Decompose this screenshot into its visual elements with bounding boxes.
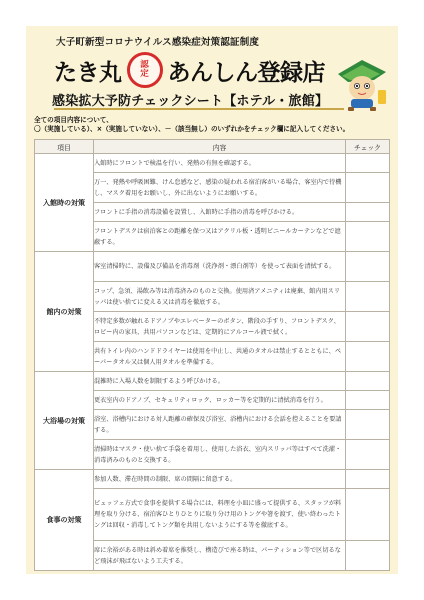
item-text: 不特定多数が触れるドアノブやエレベーターのボタン、階段の手すり、フロントデスク、ロビー内の家具、共用パソコンなどは、定期的にアルコール液で拭く。	[94, 312, 346, 342]
check-box[interactable]	[346, 470, 390, 489]
category-bath: 大浴場の対策	[35, 372, 94, 470]
organization-line: 大子町新型コロナウイルス感染症対策認証制度	[56, 37, 260, 48]
header-content: 内容	[94, 140, 346, 154]
category-meal: 食事の対策	[35, 470, 94, 571]
category-entry: 入館時の対策	[35, 154, 94, 252]
table-row	[35, 154, 390, 173]
item-text: コップ、急須、湯飲み等は消毒済みのものと交換。使用済アメニティは廃棄、館内用スリッパは使い捨てに変える又は消毒を徹底する。	[94, 282, 346, 312]
item-text: 入館時にフロントで検温を行い、発熱の有無を確認する。	[94, 154, 346, 173]
title-left: たき丸	[54, 59, 122, 86]
item-text: 参加人数、滞在時間の制限、席の間隔に留意する。	[94, 470, 346, 489]
category-interior: 館内の対策	[35, 252, 94, 372]
certified-seal-icon: 認 定	[127, 52, 163, 88]
check-box[interactable]	[346, 391, 390, 410]
check-box[interactable]	[346, 440, 390, 470]
check-box[interactable]	[346, 173, 390, 203]
check-box[interactable]	[346, 252, 390, 282]
item-text: フロントデスクは宿泊客との距離を保つ又はアクリル板・透明ビニールカーテンなどで遮蔽する。	[94, 222, 346, 252]
title-right: あんしん登録店	[167, 59, 325, 86]
item-text: 万一、発熱や呼吸困難、けん怠感など、感染の疑われる宿泊客がいる場合、客室内で待機し、マスク着用をお願いし、外に出ないようにお願いする。	[94, 173, 346, 203]
check-box[interactable]	[346, 541, 390, 571]
table-row	[35, 372, 390, 391]
instructions	[34, 116, 349, 134]
item-text: 席に余裕がある時は斜め着席を推奨し、構造びで座る時は、パーティション等で区切るなど飛沫が飛ばないよう工夫する。	[94, 541, 346, 571]
check-box[interactable]	[346, 342, 390, 372]
item-text: 更衣室内のドアノブ、セキュリティロック、ロッカー等を定期的に清拭消毒を行う。	[94, 391, 346, 410]
check-box[interactable]	[346, 222, 390, 252]
header-check: チェック	[346, 140, 390, 154]
item-text: 清掃時はマスク・使い捨て手袋を着用し、使用した浴衣、室内スリッパ等はすべて洗濯・消毒済みのものと交換する。	[94, 440, 346, 470]
table-row	[35, 470, 390, 489]
item-text: 客室清掃時に、設備及び備品を消毒剤（洗浄剤・漂白剤等）を使って表面を清拭する。	[94, 252, 346, 282]
mascot-icon	[334, 54, 390, 112]
document-sheet	[26, 26, 398, 574]
page-title	[54, 50, 374, 90]
subtitle-underline	[54, 108, 344, 110]
checklist-table	[34, 139, 390, 571]
header-category: 項目	[35, 140, 94, 154]
check-box[interactable]	[346, 154, 390, 173]
instruction-line-2: 〇（実施している）、×（実施していない）、－（該当無し）のいずれかをチェック欄に記入してください。	[34, 125, 350, 133]
item-text: ビュッフェ方式で食事を提供する場合には、料理を小皿に盛って提供する、スタッフが料理を取り分ける、宿泊客ひとりひとりに取り分け用のトングや箸を渡す、使い終わったトングは回収・消毒してトング類を共用しないようにする等を徹底する。	[94, 489, 346, 541]
sheet-subtitle: 感染拡大予防チェックシート【ホテル・旅館】	[52, 94, 329, 109]
check-box[interactable]	[346, 282, 390, 312]
check-box[interactable]	[346, 410, 390, 440]
check-box[interactable]	[346, 372, 390, 391]
check-box[interactable]	[346, 203, 390, 222]
item-text: 共有トイレ内のハンドドライヤーは使用を中止し、共通のタオルは禁止するとともに、ペーパータオル又は個人用タオルを準備する。	[94, 342, 346, 372]
table-header-row	[35, 140, 390, 154]
item-text: フロントに手指の消毒設備を設置し、入館時に手指の消毒を呼びかける。	[94, 203, 346, 222]
item-text: 浴室、浴槽内における対人距離の確保及び浴室、浴槽内における会話を控えることを要請する。	[94, 410, 346, 440]
table-row	[35, 252, 390, 282]
check-box[interactable]	[346, 489, 390, 541]
instruction-line-1: 全ての項目内容について、	[34, 116, 113, 124]
item-text: 混雑時に入場人数を制限するよう呼びかける。	[94, 372, 346, 391]
check-box[interactable]	[346, 312, 390, 342]
